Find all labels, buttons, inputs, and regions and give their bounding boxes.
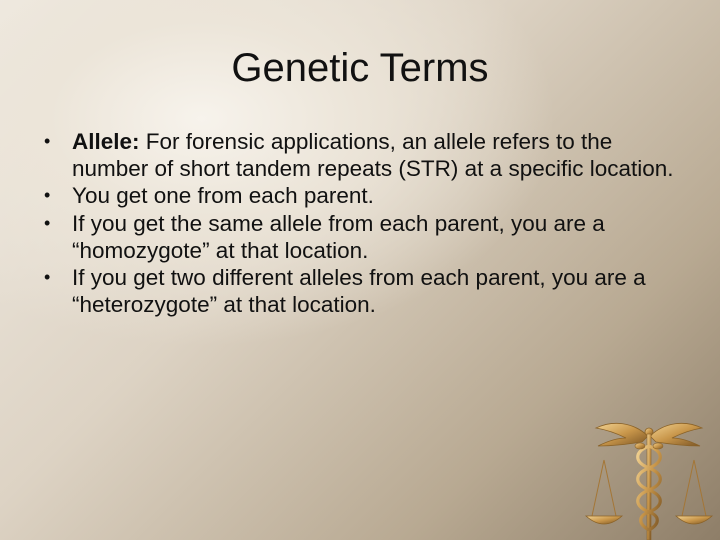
bullet-text: If you get the same allele from each parent, you are a “homozygote” at that location. <box>72 210 605 263</box>
bullet-item-homozygote <box>42 210 692 264</box>
bullet-marker: • <box>44 267 51 288</box>
bullet-marker: • <box>44 131 51 151</box>
bullet-text: For forensic applications, an allele refers to the number of short tandem repeats (STR) at a specific location. <box>72 129 674 182</box>
bullet-text: You get one from each parent. <box>72 183 374 209</box>
bullet-list <box>42 128 692 318</box>
term-label: Allele: <box>72 129 140 154</box>
slide-title: Genetic Terms <box>231 46 489 90</box>
bullet-marker: • <box>44 212 51 233</box>
bullet-item-heterozygote <box>42 264 692 318</box>
bullet-marker: • <box>44 185 51 206</box>
bullet-item-one-from-each-parent <box>42 182 692 209</box>
caduceus-scales-icon <box>578 412 720 540</box>
bullet-item-allele <box>42 128 692 182</box>
bullet-text: If you get two different alleles from each parent, you are a “heterozygote” at that location. <box>72 265 646 318</box>
